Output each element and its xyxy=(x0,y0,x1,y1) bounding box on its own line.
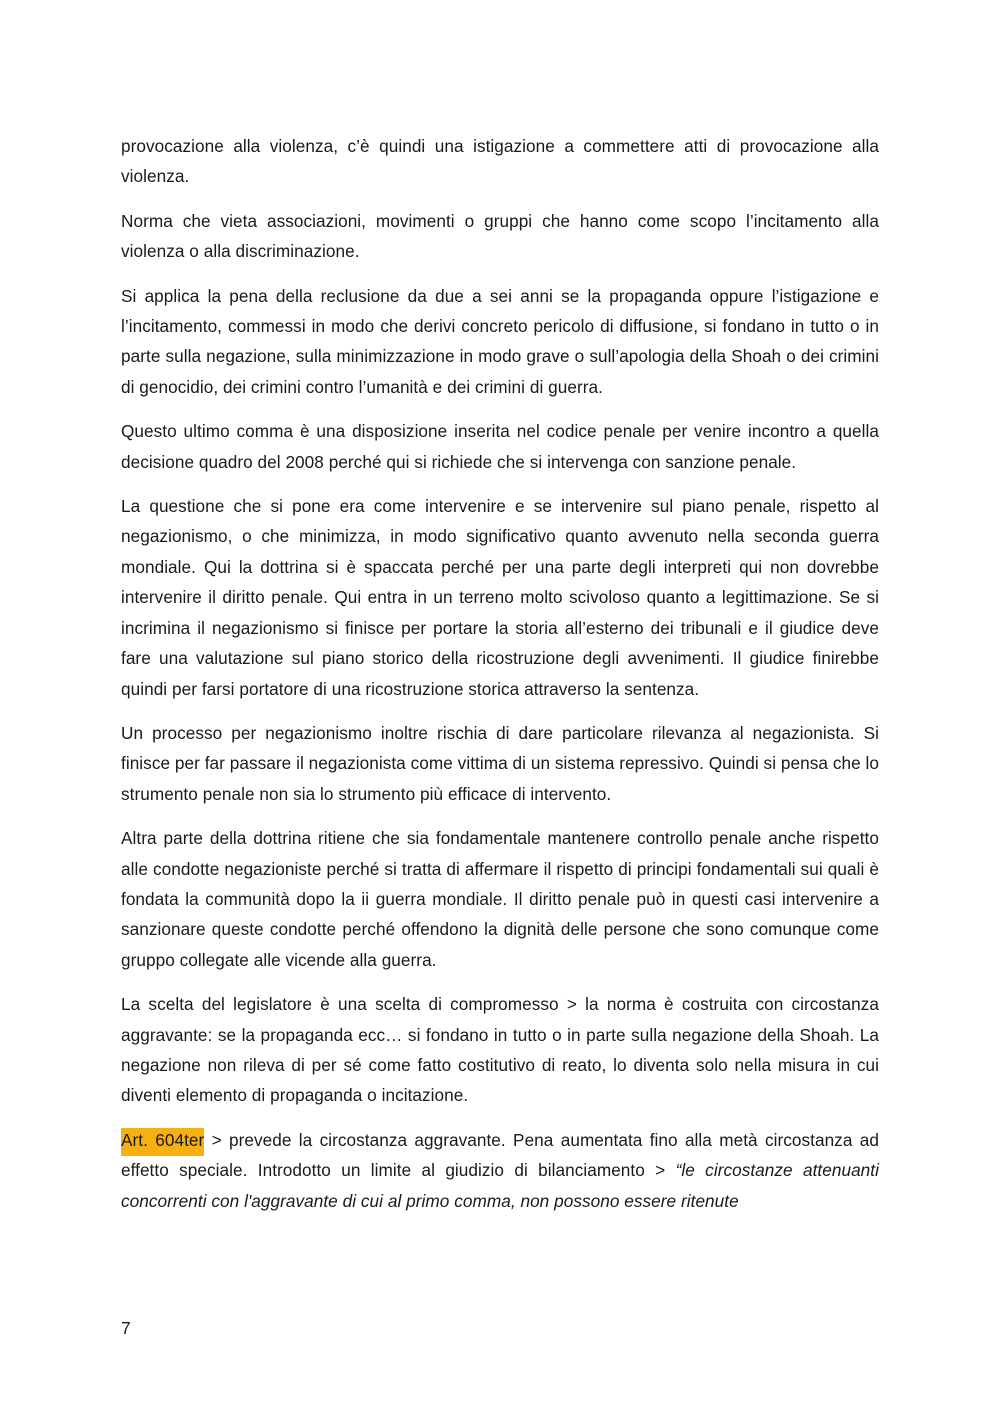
quoted-norm-text: “le circostanze attenuanti concorrenti con l'aggravante di cui al primo comma, non possono essere ritenute xyxy=(121,1160,879,1211)
article-description: > prevede la circostanza aggravante. Pena aumentata fino alla metà circostanza ad effetto speciale. Introdotto un limite al giudizio di bilanciamento > xyxy=(121,1129,879,1181)
paragraph-article xyxy=(121,1125,879,1216)
highlighted-article-reference: Art. 604ter xyxy=(121,1128,204,1156)
paragraph: Norma che vieta associazioni, movimenti o gruppi che hanno come scopo l’incitamento alla violenza o alla discriminazione. xyxy=(121,210,879,262)
paragraph: Si applica la pena della reclusione da due a sei anni se la propaganda oppure l’istigazione e l’incitamento, commessi in modo che derivi concreto pericolo di diffusione, si fondano in tutto o in parte sulla negazione, sulla minimizzazione in modo grave o sull’apologia della Shoah o dei crimini di genocidio, dei crimini contro l’umanità e dei crimini di guerra. xyxy=(121,285,879,397)
paragraph: La scelta del legislatore è una scelta di compromesso > la norma è costruita con circostanza aggravante: se la propaganda ecc… si fondano in tutto o in parte sulla negazione della Shoah. La negazione non rileva di per sé come fatto costitutivo di reato, lo diventa solo nella misura in cui diventi elemento di propaganda o incitazione. xyxy=(121,994,879,1106)
paragraph: Questo ultimo comma è una disposizione inserita nel codice penale per venire incontro a quella decisione quadro del 2008 perché qui si richiede che si intervenga con sanzione penale. xyxy=(121,421,879,472)
document-body xyxy=(121,131,879,1230)
paragraph: provocazione alla violenza, c’è quindi una istigazione a commettere atti di provocazione alla violenza. xyxy=(121,136,879,187)
paragraph: La questione che si pone era come intervenire e se intervenire sul piano penale, rispetto al negazionismo, o che minimizza, in modo significativo quanto avvenuto nella seconda guerra mondiale. Qui la dottrina si è spaccata perché per una parte degli interpreti qui non dovrebbe intervenire il diritto penale. Qui entra in un terreno molto scivoloso quanto a legittimazione. Se si incrimina il negazionismo si finisce per portare la storia all’esterno dei tribunali e il giudice deve fare una valutazione sul piano storico della ricostruzione degli avvenimenti. Il giudice finirebbe quindi per farsi portatore di una ricostruzione storica attraverso la sentenza. xyxy=(121,496,879,699)
paragraph: Altra parte della dottrina ritiene che sia fondamentale mantenere controllo penale anche rispetto alle condotte negazioniste perché si tratta di affermare il rispetto di principi fondamentali sui quali è fondata la communità dopo la ii guerra mondiale. Il diritto penale può in questi casi intervenire a sanzionare queste condotte perché offendono la dignità delle persone che sono comunque come gruppo collegate alle vicende alla guerra. xyxy=(121,828,879,970)
paragraph: Un processo per negazionismo inoltre rischia di dare particolare rilevanza al negazionista. Si finisce per far passare il negazionista come vittima di un sistema repressivo. Quindi si pensa che lo strumento penale non sia lo strumento più efficace di intervento. xyxy=(121,722,879,804)
page-number: 7 xyxy=(121,1318,131,1338)
